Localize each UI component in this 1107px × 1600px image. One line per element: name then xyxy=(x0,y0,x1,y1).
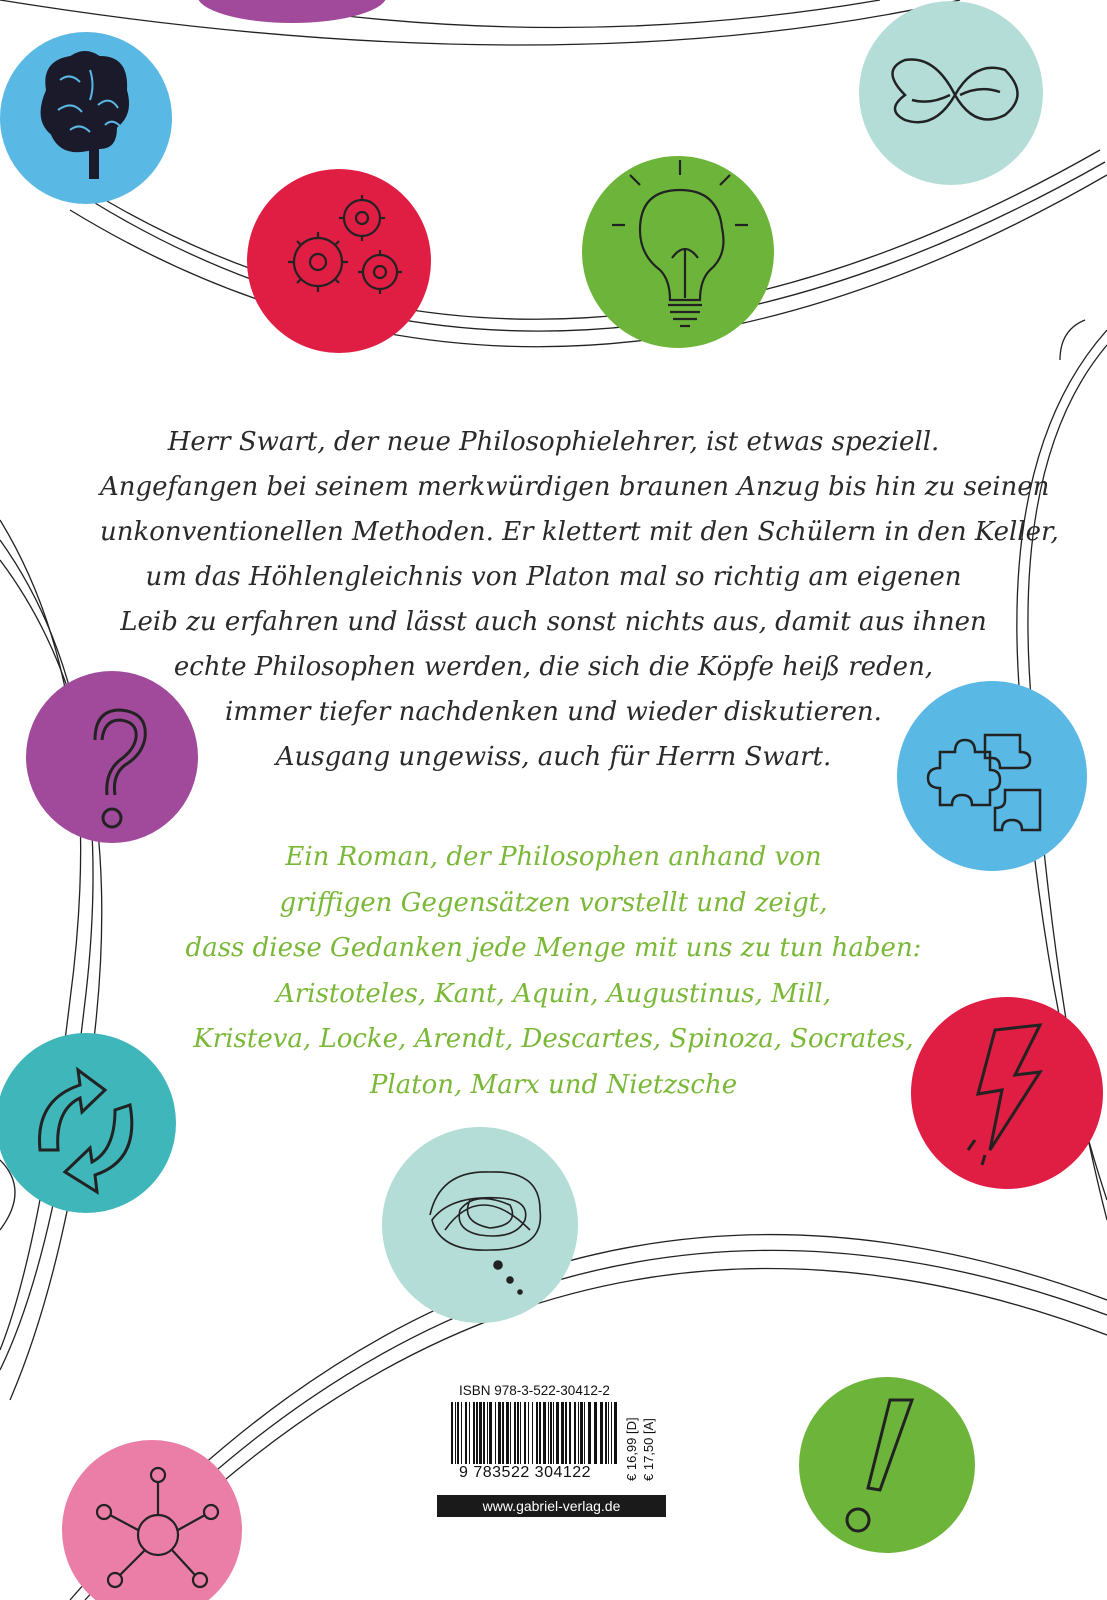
tagline-line: Platon, Marx und Nietzsche xyxy=(369,1069,738,1100)
barcode-bar xyxy=(611,1402,612,1464)
synopsis-line: Leib zu erfahren und lässt auch sonst nichts aus, damit aus ihnen xyxy=(120,607,987,637)
price-austria: € 17,50 [A] xyxy=(641,1418,656,1481)
tagline-line: Kristeva, Locke, Arendt, Descartes, Spinoza, Socrates, xyxy=(193,1024,914,1054)
barcode-block xyxy=(437,1383,669,1533)
barcode-bar xyxy=(578,1402,579,1464)
price-germany: € 16,99 [D] xyxy=(624,1417,639,1481)
dot-pink-network xyxy=(62,1440,242,1600)
synopsis-line: Angefangen bei seinem merkwürdigen braunen Anzug bis hin zu seinen xyxy=(100,472,1050,502)
tagline-line: dass diese Gedanken jede Menge mit uns zu tun haben: xyxy=(185,933,922,963)
barcode-bar xyxy=(489,1402,492,1464)
barcode-bar xyxy=(483,1402,485,1464)
dot-green-exclamation xyxy=(799,1377,975,1553)
barcode-bar xyxy=(539,1402,541,1464)
barcode-bar xyxy=(498,1402,501,1464)
barcode-bar xyxy=(548,1402,549,1464)
barcode-bar xyxy=(465,1402,467,1464)
barcode-bar xyxy=(569,1402,571,1464)
barcode-bar xyxy=(584,1402,585,1464)
synopsis-line: echte Philosophen werden, die sich die Köpfe heiß reden, xyxy=(173,652,934,682)
publisher-url: www.gabriel-verlag.de xyxy=(437,1495,666,1517)
barcode-bar xyxy=(580,1402,583,1464)
barcode-bar xyxy=(550,1402,552,1464)
barcode-bar xyxy=(514,1402,516,1464)
barcode-bar xyxy=(561,1402,564,1464)
barcode-bar xyxy=(461,1402,462,1464)
barcode-bar xyxy=(502,1402,504,1464)
barcode-bar xyxy=(565,1402,567,1464)
barcode-bar xyxy=(495,1402,496,1464)
tagline-line: griffigen Gegensätzen vorstellt und zeigt, xyxy=(279,887,828,918)
barcode-bar xyxy=(520,1402,521,1464)
barcode-bar xyxy=(517,1402,519,1464)
barcode-bar xyxy=(469,1402,470,1464)
barcode-bar xyxy=(455,1402,456,1464)
dot-purple-top xyxy=(197,0,387,23)
synopsis-line: Herr Swart, der neue Philosophielehrer, ist etwas speziell. xyxy=(167,427,940,457)
barcode-bar xyxy=(588,1402,591,1464)
barcode-bar xyxy=(605,1402,607,1464)
barcode-bar xyxy=(574,1402,576,1464)
tagline-line: Aristoteles, Kant, Aquin, Augustinus, Mill, xyxy=(276,978,831,1009)
tagline-line: Ein Roman, der Philosophen anhand von xyxy=(285,842,822,872)
isbn-label: ISBN 978-3-522-30412-2 xyxy=(459,1383,610,1398)
barcode-bar xyxy=(614,1402,617,1464)
barcode-bar xyxy=(556,1402,559,1464)
synopsis-text xyxy=(100,420,1059,780)
barcode-bar xyxy=(543,1402,546,1464)
barcode-bar xyxy=(532,1402,533,1464)
barcode-bar xyxy=(553,1402,554,1464)
barcode-digits: 9 783522 304122 xyxy=(459,1464,592,1481)
barcode-bar xyxy=(479,1402,482,1464)
dot-mint-infinity xyxy=(859,1,1043,185)
barcode-bar xyxy=(524,1402,526,1464)
barcode-bar xyxy=(528,1402,529,1464)
barcode-bar xyxy=(476,1402,478,1464)
synopsis-line: Ausgang ungewiss, auch für Herrn Swart. xyxy=(275,742,832,772)
barcode-bar xyxy=(536,1402,538,1464)
barcode-bar xyxy=(608,1402,609,1464)
synopsis-line: immer tiefer nachdenken und wieder diskutieren. xyxy=(225,697,882,727)
barcode-bar xyxy=(506,1402,509,1464)
tagline-text xyxy=(100,835,1007,1108)
barcode-bar xyxy=(510,1402,511,1464)
synopsis-line: um das Höhlengleichnis von Platon mal so richtig am eigenen xyxy=(145,562,962,592)
barcode-bar xyxy=(600,1402,603,1464)
barcode-bar xyxy=(487,1402,488,1464)
barcode-bar xyxy=(594,1402,597,1464)
price-block xyxy=(622,1401,662,1481)
barcode-bars xyxy=(451,1402,619,1464)
synopsis-line: unkonventionellen Methoden. Er klettert mit den Schülern in den Keller, xyxy=(100,517,1059,547)
dot-red-gears xyxy=(247,169,431,353)
barcode-bar xyxy=(457,1402,459,1464)
barcode-bar xyxy=(451,1402,453,1464)
barcode-bar xyxy=(473,1402,475,1464)
